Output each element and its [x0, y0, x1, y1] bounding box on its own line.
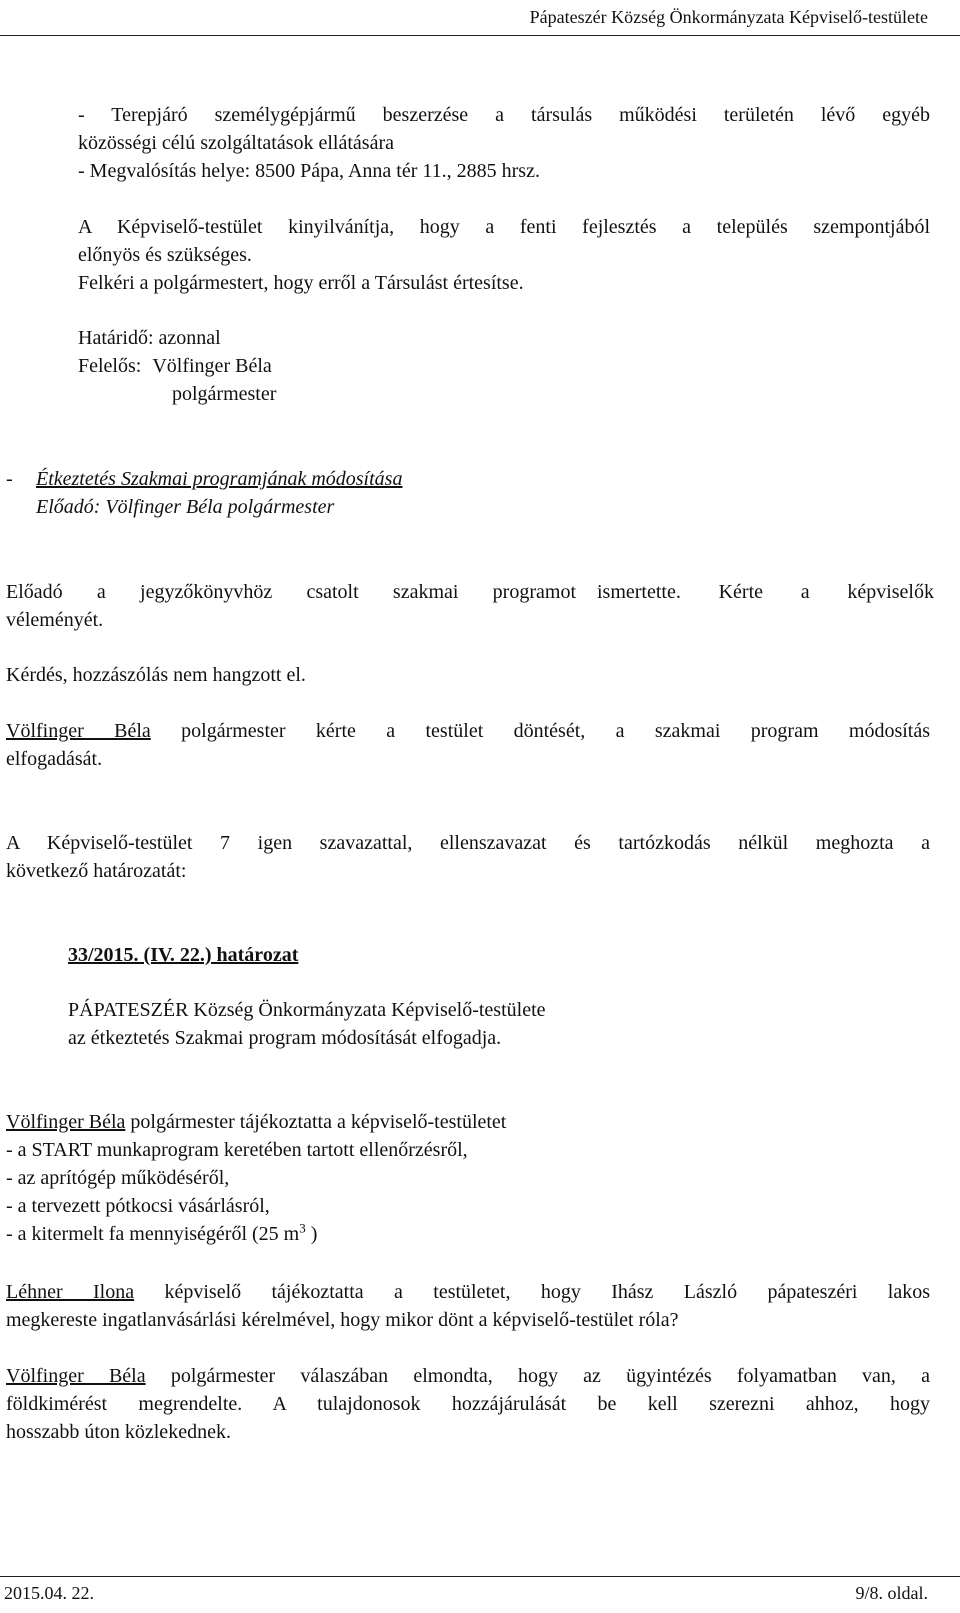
agenda-presenter: Előadó: Völfinger Béla polgármester	[36, 496, 335, 518]
text-line: közösségi célú szolgáltatások ellátására	[78, 132, 394, 154]
responsible-title: polgármester	[172, 383, 277, 405]
text-line: megkereste ingatlanvásárlási kérelmével, hogy mikor dönt a képviselő-testület róla?	[6, 1309, 679, 1331]
text-line: következő határozatát:	[6, 860, 187, 882]
person-name: Völfinger Béla	[6, 1365, 146, 1387]
deadline-value: azonnal	[158, 327, 221, 349]
agenda-dash: -	[6, 468, 13, 490]
text-line: földkimérést megrendelte. A tulajdonosok hozzájárulását be kell szerezni ahhoz, hogy	[6, 1393, 930, 1415]
footer-page-number: 9/8. oldal.	[855, 1583, 928, 1603]
resolution-text: PÁPATESZÉR Község Önkormányzata Képviselő-testülete	[68, 999, 546, 1021]
text-line: - Megvalósítás helye: 8500 Pápa, Anna tér 11., 2885 hrsz.	[78, 160, 540, 182]
list-item: - a tervezett pótkocsi vásárlásról,	[6, 1195, 270, 1217]
header-title: Pápateszér Község Önkormányzata Képviselő-testülete	[529, 7, 928, 27]
person-name: Léhner Ilona	[6, 1281, 135, 1303]
text-line: ismertette. Kérte a képviselők	[597, 581, 934, 603]
resolution-number: 33/2015. (IV. 22.) határozat	[68, 944, 299, 966]
person-name: Völfinger Béla	[6, 1111, 126, 1133]
text-span: )	[305, 1223, 318, 1245]
list-item: - az aprítógép működéséről,	[6, 1167, 230, 1189]
text-line: Felkéri a polgármestert, hogy erről a Társulást értesítse.	[78, 272, 524, 294]
superscript: 3	[299, 1220, 306, 1236]
responsible-line	[78, 353, 930, 379]
text-span: polgármester kérte a testület döntését, a szakmai program módosítás	[150, 720, 931, 742]
list-item	[6, 1221, 930, 1247]
responsible-label: Felelős:	[78, 355, 142, 377]
text-line: - Terepjáró személygépjármű beszerzése a társulás működési területén lévő egyéb	[78, 104, 930, 126]
text-span: polgármester válaszában elmondta, hogy az ügyintézés folyamatban van, a	[145, 1365, 930, 1387]
deadline-line	[78, 325, 930, 351]
resolution-text: az étkeztetés Szakmai program módosítását elfogadja.	[68, 1027, 502, 1049]
text-span: - a kitermelt fa mennyiségéről (25 m	[6, 1223, 300, 1245]
responsible-name: Völfinger Béla	[152, 355, 272, 377]
deadline-label: Határidő:	[78, 327, 154, 349]
text-span: képviselő tájékoztatta a testületet, hogy Ihász László pápateszéri lakos	[134, 1281, 931, 1303]
text-line: Előadó a jegyzőkönyvhöz csatolt szakmai programot	[6, 581, 576, 603]
text-line: hosszabb úton közlekednek.	[6, 1421, 231, 1443]
text-line: A Képviselő-testület 7 igen szavazattal, ellenszavazat és tartózkodás nélkül meghozta a	[6, 832, 930, 854]
person-name: Völfinger Béla	[6, 720, 151, 742]
text-line: Kérdés, hozzászólás nem hangzott el.	[6, 664, 306, 686]
page-footer	[0, 1576, 960, 1613]
text-line	[6, 1363, 930, 1389]
page-header	[0, 0, 960, 36]
agenda-title: Étkeztetés Szakmai programjának módosítása	[36, 468, 403, 490]
footer-date: 2015.04. 22.	[4, 1583, 94, 1603]
text-line	[6, 1279, 930, 1305]
list-item: - a START munkaprogram keretében tartott ellenőrzésről,	[6, 1139, 468, 1161]
text-line: előnyös és szükséges.	[78, 244, 252, 266]
text-line	[6, 718, 930, 744]
text-line: véleményét.	[6, 609, 104, 631]
text-span: polgármester tájékoztatta a képviselő-testületet	[125, 1111, 507, 1133]
text-line	[6, 1109, 930, 1135]
text-line: elfogadását.	[6, 748, 103, 770]
text-line: A Képviselő-testület kinyilvánítja, hogy a fenti fejlesztés a település szempontjából	[78, 216, 930, 238]
